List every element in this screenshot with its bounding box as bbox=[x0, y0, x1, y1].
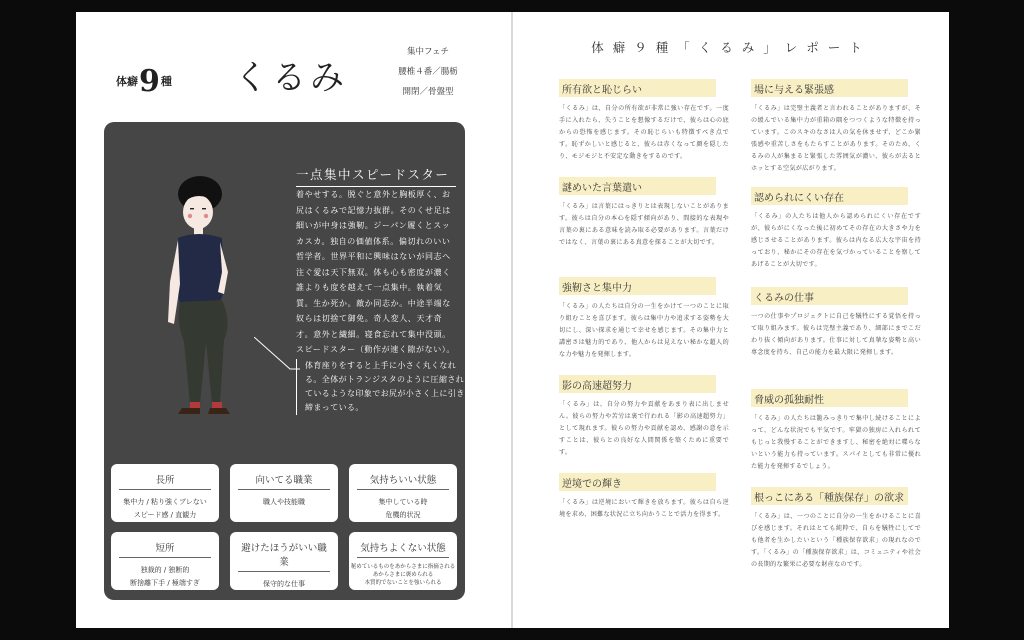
section-heading: 謎めいた言葉遣い bbox=[559, 177, 716, 195]
trait-box-body bbox=[230, 496, 338, 509]
trait-line: 保守的な仕事 bbox=[263, 580, 305, 588]
trait-box-body bbox=[349, 563, 457, 587]
section-heading: 認められにくい存在 bbox=[751, 187, 908, 205]
person-illustration bbox=[162, 172, 252, 462]
right-page bbox=[513, 12, 949, 628]
section-body: 一つの仕事やプロジェクトに自己を犠牲にする覚悟を持って取り組みます。彼らは完璧主義であり、細部にまでこだわり抜く傾向があります。仕事に対して真摯な姿勢と高い専念度を持ち、自己の能力を最大限に発揮します。 bbox=[751, 313, 921, 356]
trait-box-strengths bbox=[111, 464, 219, 522]
trait-box-body bbox=[111, 496, 219, 522]
report-section bbox=[559, 176, 729, 276]
type-label-post: 種 bbox=[160, 75, 172, 88]
trait-line: 断捨離下手 / 極端すぎ bbox=[130, 579, 200, 587]
section-body: 「くるみ」は逆境において輝きを放ちます。彼らは自ら逆境を求め、困難な状況に立ち向かうことで活力を得ます。 bbox=[559, 499, 729, 518]
section-body: 「くるみ」の人たちは自分の一生をかけて一つのことに取り組むことを喜びます。彼らは集中力や追求する姿勢を大切にし、深い探求を通じて幸せを感じます。その集中力と講密さは魅力的であり、他人からは見えない秘かな超人的な力や魅力を発揮します。 bbox=[559, 303, 729, 358]
section-heading: 逆境での輝き bbox=[559, 473, 716, 491]
trait-box-title: 長所 bbox=[119, 472, 211, 490]
trait-box-pleasant-state bbox=[349, 464, 457, 522]
section-heading: 影の高速超努力 bbox=[559, 375, 716, 393]
trait-line: 集中している時 bbox=[378, 498, 428, 506]
trait-box-body bbox=[349, 496, 457, 522]
report-section bbox=[751, 388, 921, 486]
trait-line: 秘めているものをあからさまに指摘される bbox=[350, 564, 456, 570]
trait-line: 独裁的 / 独断的 bbox=[140, 566, 190, 574]
section-body: 「くるみ」は、一つのことに自分の一生をかけることに喜びを感じます。それはとても純粋で、自らを犠牲にしてでも他者を生かしたいという「種族保存欲求」の現れなのです。「くるみ」の「種族保存欲求」は、コミュニティや社会の長期的な繁栄に必要な財産なのです。 bbox=[751, 513, 921, 568]
trait-box-suitable-jobs bbox=[230, 464, 338, 522]
section-body: 「くるみ」は完璧主義者と言われることがありますが、その緩んでいる集中力が重箱の隅をつつくような特徴を持っています。このスキのなさは人の気を休ませず、どこか緊張感や重苦しさをもたらすことがあります。そのため、くるみの人が集まると緊張した雰囲気が濃い、彼らが去るとホッとする空気が広がります。 bbox=[751, 105, 921, 172]
card-description: 着やせする。脱ぐと意外と胸板厚く、お尻はくるみで記憶力抜群。そのくせ足は細いが中身は強靭。ジーパン履くとスッカスカ。独自の価値体系。偏切れのいい哲学者。世界平和に興味はないが同志へ注ぐ愛は天下無双。体も心も密度が濃く誰よりも度を越えて一点集中。執着気質。生か死か。敵か同志か。中途半端な奴らは切捨て御免。奇人変人、天才奇才。意外と繊細。寝食忘れて集中没頭。スピードスター（動作が速く隙がない）。 bbox=[296, 190, 455, 354]
type-label bbox=[116, 64, 172, 99]
tag-item: 腰椎４番／腸栃 bbox=[398, 67, 458, 77]
section-body: 「くるみ」は、自分の努力や貢献をあまり表に出しません。彼らの努力や苦労は裏で行われる「影の高速超努力」として現れます。彼らの努力や貢献を認め、感謝の意を示すことは、彼らとの良好な人間関係を築くために重要です。 bbox=[559, 401, 729, 456]
report-section bbox=[559, 78, 729, 176]
trait-line: 職人や技能職 bbox=[263, 498, 305, 506]
section-body: 「くるみ」の人たちは籠みっきりで集中し続けることによって、どんな状況でも平気です。牢獄の独房に入れられてもじっと我慢することができますし、秘密を絶対に喋らないという能力も持っています。スパイとしても非常に優れた能力を発揮するでしょう。 bbox=[751, 415, 921, 470]
tag-list bbox=[378, 42, 478, 102]
report-title: 体癖９種「くるみ」レポート bbox=[591, 40, 871, 55]
trait-box-title: 気持ちいい状態 bbox=[357, 472, 449, 490]
report-section bbox=[751, 186, 921, 286]
trait-box-weaknesses bbox=[111, 532, 219, 590]
trait-box-body bbox=[111, 564, 219, 590]
report-column-left bbox=[559, 78, 729, 521]
type-number: 9 bbox=[139, 64, 160, 99]
section-heading: 根っこにある「種族保存」の欲求 bbox=[751, 487, 908, 505]
trait-line: スピード感 / 直観力 bbox=[133, 511, 197, 519]
card-headline: 一点集中スピードスター bbox=[296, 165, 456, 187]
trait-box-title: 短所 bbox=[119, 540, 211, 558]
report-section bbox=[559, 374, 729, 472]
trait-box-title: 避けたほうがいい職業 bbox=[238, 540, 330, 572]
page-title: くるみ bbox=[234, 58, 348, 98]
trait-line: 集中力 / 粘り強くブレない bbox=[123, 498, 207, 506]
section-heading: 場に与える緊張感 bbox=[751, 79, 908, 97]
tag-item: 集中フェチ bbox=[406, 47, 450, 57]
tag-item: 開閉／骨盤型 bbox=[402, 87, 454, 97]
trait-box-unpleasant-state bbox=[349, 532, 457, 590]
section-heading: 強靭さと集中力 bbox=[559, 277, 716, 295]
report-section bbox=[559, 472, 729, 521]
trait-box-title: 気持ちよくない状態 bbox=[357, 540, 449, 558]
section-body: 「くるみ」は言葉にはっきりとは表現しないことがあります。彼らは自分の本心を隠す傾向があり、間接的な表現や言葉の裏にある意味を読み取る必要があります。言葉だけではなく、言葉の裏にある真意を探ることが大切です。 bbox=[559, 203, 729, 246]
trait-box-body bbox=[230, 578, 338, 591]
left-page bbox=[76, 12, 511, 628]
trait-line: 本質的でないことを強いられる bbox=[364, 580, 442, 586]
trait-line: 危機的状況 bbox=[385, 511, 421, 519]
type-label-pre: 体癖 bbox=[116, 75, 138, 88]
section-heading: くるみの仕事 bbox=[751, 287, 908, 305]
trait-box-title: 向いてる職業 bbox=[238, 472, 330, 490]
section-heading: 所有欲と恥じらい bbox=[559, 79, 716, 97]
section-body: 「くるみ」は、自分の所有欲が非常に強い存在です。一度手に入れたら、失うことを想像するだけで、彼らは心の底からの恐怖を感じます。その恥じらいも特徴すべき点です。恥ずかしいと感じると、彼らは赤くなって顔を隠したり、モジモジと不安定な動きをするのです。 bbox=[559, 105, 729, 160]
section-heading: 脅威の孤独耐性 bbox=[751, 389, 908, 407]
profile-card bbox=[104, 122, 465, 600]
posture-note: 体育座りをすると上手に小さく丸くなれる。全体がトランジスタのように圧縮されているような印象でお尻が小さく上に引き締まっている。 bbox=[296, 359, 465, 415]
section-body: 「くるみ」の人たちは他人から認められにくい存在ですが、彼らがにくなった後に初めてその存在の大きさや力を感じさせることがあります。彼らは内なる広大な宇宙を持っており、秘かにその存在を気づかっていることを察してあげることが大切です。 bbox=[751, 213, 921, 268]
report-column-right bbox=[751, 78, 921, 571]
trait-line: あからさまに褒められる bbox=[372, 572, 434, 578]
report-section bbox=[751, 286, 921, 388]
report-section bbox=[751, 486, 921, 571]
report-section bbox=[751, 78, 921, 186]
trait-box-jobs-to-avoid bbox=[230, 532, 338, 590]
report-section bbox=[559, 276, 729, 374]
